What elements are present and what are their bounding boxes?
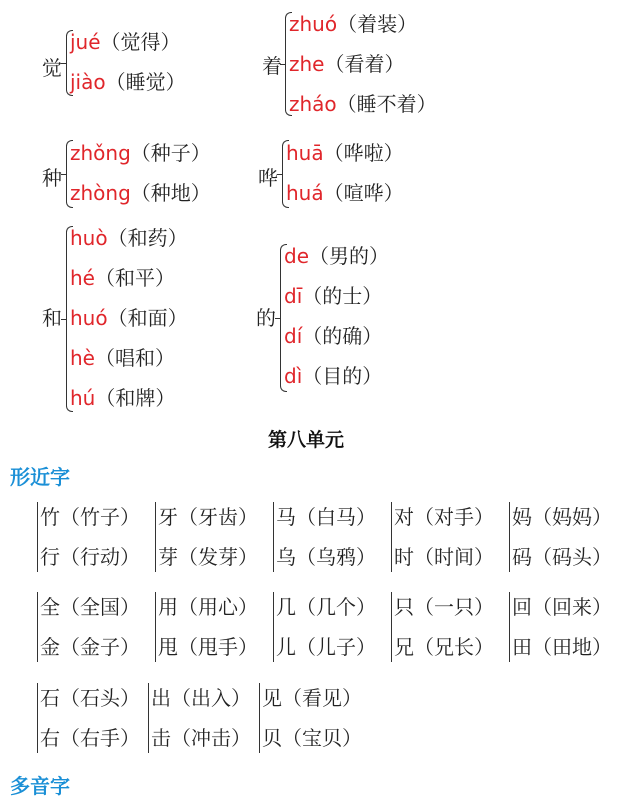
polyphone-entry bbox=[70, 70, 186, 94]
pinyin: huā bbox=[286, 141, 324, 165]
group-divider bbox=[509, 502, 510, 572]
polyphone-entry bbox=[70, 386, 175, 410]
polyphone-entry bbox=[284, 284, 382, 308]
pinyin: hé bbox=[70, 266, 95, 290]
word: （和牌） bbox=[95, 386, 176, 410]
polyphone-entry bbox=[284, 364, 382, 388]
pinyin: zhǒng bbox=[70, 141, 131, 165]
similar-char-entry: 芽（发芽） bbox=[158, 545, 258, 569]
similar-char-entry: 牙（牙齿） bbox=[158, 505, 258, 529]
similar-char-entry: 儿（儿子） bbox=[276, 635, 376, 659]
similar-char-entry: 出（出入） bbox=[151, 686, 251, 710]
group-divider bbox=[37, 592, 38, 662]
pinyin: dī bbox=[284, 284, 303, 308]
similar-char-entry: 行（行动） bbox=[40, 545, 140, 569]
polyphone-entry bbox=[286, 181, 404, 205]
similar-char-entry: 田（田地） bbox=[512, 635, 612, 659]
word: （哗啦） bbox=[323, 141, 404, 165]
pinyin: de bbox=[284, 244, 309, 268]
word: （唱和） bbox=[94, 346, 175, 370]
pinyin: hú bbox=[70, 386, 96, 410]
pinyin: dì bbox=[284, 364, 303, 388]
polyphone-char: 的 bbox=[256, 306, 276, 330]
polyphone-entry bbox=[289, 52, 404, 76]
polyphone-entry bbox=[284, 324, 382, 348]
pinyin: zhe bbox=[289, 52, 325, 76]
group-divider bbox=[391, 502, 392, 572]
polyphone-entry bbox=[284, 244, 389, 268]
group-divider bbox=[273, 502, 274, 572]
polyphone-entry bbox=[70, 306, 188, 330]
polyphone-char: 和 bbox=[42, 306, 62, 330]
word: （的士） bbox=[302, 284, 383, 308]
pinyin: zhòng bbox=[70, 181, 131, 205]
similar-char-entry: 用（用心） bbox=[158, 595, 258, 619]
similar-char-entry: 甩（甩手） bbox=[158, 635, 258, 659]
polyphone-entry bbox=[289, 12, 417, 36]
pinyin: huó bbox=[70, 306, 108, 330]
word: （睡觉） bbox=[105, 70, 186, 94]
word: （睡不着） bbox=[336, 92, 437, 116]
similar-char-entry: 几（几个） bbox=[276, 595, 376, 619]
section-title-similar-chars: 形近字 bbox=[10, 465, 70, 489]
polyphone-char: 着 bbox=[262, 54, 282, 78]
similar-char-entry: 击（冲击） bbox=[151, 726, 251, 750]
polyphone-char: 种 bbox=[42, 166, 62, 190]
similar-char-entry: 兄（兄长） bbox=[394, 635, 494, 659]
similar-char-entry: 妈（妈妈） bbox=[512, 505, 612, 529]
word: （目的） bbox=[302, 364, 383, 388]
polyphone-entry bbox=[70, 30, 181, 54]
word: （种子） bbox=[130, 141, 211, 165]
section-title-polyphones: 多音字 bbox=[10, 774, 70, 798]
similar-char-entry: 回（回来） bbox=[512, 595, 612, 619]
word: （种地） bbox=[130, 181, 211, 205]
similar-char-entry: 全（全国） bbox=[40, 595, 140, 619]
pinyin: zháo bbox=[289, 92, 337, 116]
unit-title: 第八单元 bbox=[268, 429, 345, 451]
polyphone-entry bbox=[289, 92, 437, 116]
group-divider bbox=[148, 683, 149, 753]
group-divider bbox=[259, 683, 260, 753]
pinyin: dí bbox=[284, 324, 303, 348]
pinyin: hè bbox=[70, 346, 95, 370]
polyphone-char: 觉 bbox=[42, 56, 62, 80]
similar-char-entry: 时（时间） bbox=[394, 545, 494, 569]
similar-char-entry: 马（白马） bbox=[276, 505, 376, 529]
word: （和药） bbox=[107, 226, 188, 250]
pinyin: jiào bbox=[70, 70, 106, 94]
group-divider bbox=[273, 592, 274, 662]
group-divider bbox=[37, 683, 38, 753]
polyphone-entry bbox=[70, 266, 175, 290]
similar-char-entry: 竹（竹子） bbox=[40, 505, 140, 529]
polyphone-entry bbox=[286, 141, 404, 165]
pinyin: huá bbox=[286, 181, 324, 205]
similar-char-entry: 右（右手） bbox=[40, 726, 140, 750]
polyphone-entry bbox=[70, 181, 211, 205]
similar-char-entry: 乌（乌鸦） bbox=[276, 545, 376, 569]
polyphone-entry bbox=[70, 346, 175, 370]
word: （男的） bbox=[309, 244, 389, 268]
group-divider bbox=[37, 502, 38, 572]
similar-char-entry: 金（金子） bbox=[40, 635, 140, 659]
polyphone-entry bbox=[70, 141, 211, 165]
similar-char-entry: 贝（宝贝） bbox=[262, 726, 362, 750]
similar-char-entry: 对（对手） bbox=[394, 505, 494, 529]
similar-char-entry: 见（看见） bbox=[262, 686, 362, 710]
word: （着装） bbox=[337, 12, 418, 36]
word: （和平） bbox=[94, 266, 175, 290]
group-divider bbox=[155, 502, 156, 572]
group-divider bbox=[155, 592, 156, 662]
group-divider bbox=[391, 592, 392, 662]
similar-char-entry: 石（石头） bbox=[40, 686, 140, 710]
pinyin: huò bbox=[70, 226, 108, 250]
pinyin: jué bbox=[70, 30, 101, 54]
word: （觉得） bbox=[100, 30, 181, 54]
group-divider bbox=[509, 592, 510, 662]
word: （看着） bbox=[324, 52, 405, 76]
similar-char-entry: 码（码头） bbox=[512, 545, 612, 569]
polyphone-entry bbox=[70, 226, 188, 250]
word: （和面） bbox=[107, 306, 188, 330]
pinyin: zhuó bbox=[289, 12, 338, 36]
word: （喧哗） bbox=[323, 181, 404, 205]
polyphone-char: 哗 bbox=[258, 166, 278, 190]
word: （的确） bbox=[302, 324, 383, 348]
similar-char-entry: 只（一只） bbox=[394, 595, 494, 619]
